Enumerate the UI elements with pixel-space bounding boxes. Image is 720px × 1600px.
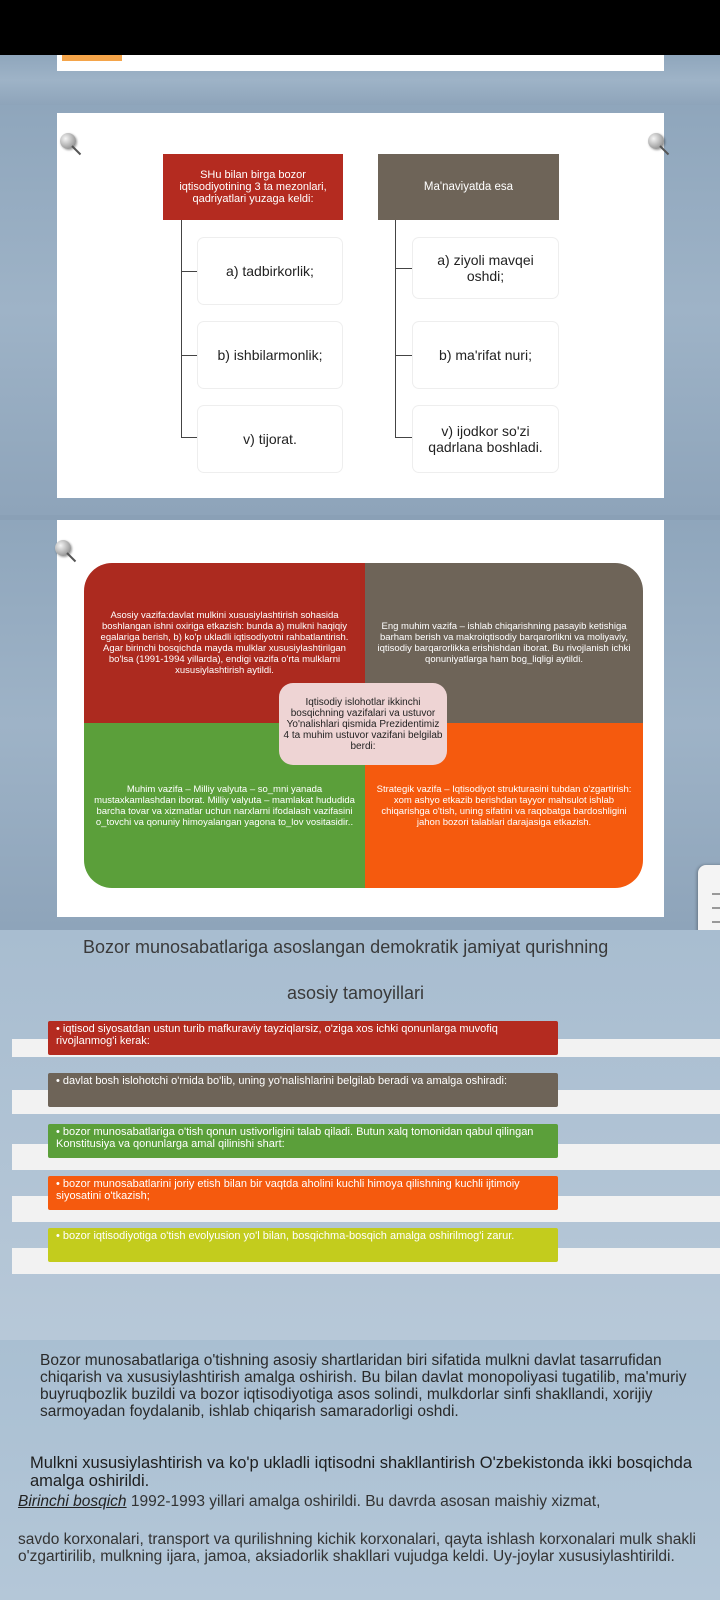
- right-connector: [395, 437, 412, 438]
- paragraph: [18, 1531, 708, 1565]
- slide3-subtitle: asosiy tamoyillari: [287, 983, 425, 1003]
- right-connector: [395, 355, 412, 356]
- left-item-card: [198, 322, 342, 388]
- quadrant-text: Eng muhim vazifa – ishlab chiqarishning pasayib ketishiga barham berish va makroiqtisodiy barqarorlikni va moliyaviy, iqtisodiy barqarorlikka erishishdan iborat. Bu rivojlanish ichki qonuniyatlarga ham bog_liqligi aytildi.: [377, 621, 631, 665]
- paragraph-text: Bozor munosabatlariga o'tishning asosiy shartlaridan biri sifatida mulkni davlat tasarrufidan chiqarish va xususiylashtirish amalga oshirish. Bu bilan davlat monopoliyasi tugatilib, ma'muriy buyruqbozlik buzildi va bozor iqtisodiyotiga asos solindi, mulkdorlar sinfi shakllandi, xorijiy sarmoyadan foydalanib, ishlab chiqarish samaradorligi oshdi.: [40, 1352, 687, 1420]
- right-item-card: [413, 238, 558, 298]
- left-header-text: SHu bilan birga bozor iqtisodiyotining 3 ta mezonlari, qadriyatlari yuzaga keldi:: [179, 169, 327, 205]
- pin-icon: [55, 540, 77, 562]
- principle-text: • davlat bosh islohotchi o'rnida bo'lib, uning yo'nalishlarini belgilab beradi va amalga oshiradi:: [56, 1075, 508, 1087]
- stage-link[interactable]: Birinchi bosqich: [18, 1493, 127, 1510]
- right-header-box: [378, 154, 559, 220]
- principle-text: • bozor munosabatlariga o'tish qonun ustivorligini talab qiladi. Butun xalq tomonidan qabul qilingan Konstitusiya va qonunlarga amal qilinishi shart:: [56, 1126, 534, 1150]
- left-item-card: [198, 406, 342, 472]
- quadrant-text: Muhim vazifa – Milliy valyuta – so_mni yanada mustaxkamlashdan iborat. Milliy valyuta – mamlakat hududida barcha tovar va xizmatlar uchun narxlarni ifodalash vazifasini o_tovchi va qonuniy himoyalangan yagona to_lov vositasidir..: [94, 783, 355, 828]
- principle-bar: [48, 1228, 558, 1262]
- slide3-title: Bozor munosabatlariga asoslangan demokratik jamiyat qurishning: [83, 937, 609, 957]
- right-item-text: b) ma'rifat nuri;: [439, 347, 532, 363]
- slide1-background[interactable]: [0, 105, 720, 515]
- center-box: [279, 683, 447, 765]
- pin-icon: [60, 133, 82, 155]
- principle-bar: [48, 1124, 558, 1158]
- principle-bar: [48, 1176, 558, 1210]
- right-item-text: v) ijodkor so'zi qadrlana boshladi.: [428, 423, 543, 455]
- slide1-card: [57, 113, 664, 498]
- left-connector: [181, 437, 198, 438]
- quadrant-text: Strategik vazifa – Iqtisodiyot strukturasini tubdan o'zgartirish: xom ashyo etkazib berishdan tayyor mahsulot ishlab chiqarishga o'tish, uning sifatini va raqobatga bardoshligini jahon bozori talablari darajasiga etkazish.: [376, 783, 632, 828]
- paragraph: [40, 1352, 700, 1420]
- right-item-card: [413, 322, 558, 388]
- principle-bar: [48, 1073, 558, 1107]
- left-item-card: [198, 238, 342, 304]
- left-item-text: a) tadbirkorlik;: [226, 263, 314, 279]
- right-item-card: [413, 406, 558, 472]
- quadrant-text: Asosiy vazifa:davlat mulkini xususiylashtirish sohasida boshlangan ishni oxiriga etkazish: bunda a) mulkni haqiqiy egalariga berish, b) ko'p ukladli iqtisodiyotni rahbatlantirish. Agar birinchi bosqichda mayda mulklar xususiylashtirilgan bo'lsa (1991-1994 yillarda), endigi vazifa o'rta mulklarni xususiylashtirish aytildi.: [100, 610, 349, 676]
- paragraph: [30, 1454, 700, 1490]
- principle-text: • iqtisod siyosatdan ustun turib mafkuraviy tayziqlarsiz, o'ziga xos ichki qonunlarga muvofiq rivojlanmog'i kerak:: [56, 1023, 498, 1047]
- left-connector: [181, 220, 182, 437]
- slide0-accent: [62, 55, 122, 61]
- slide0-card: [57, 55, 664, 71]
- menu-icon: [712, 893, 720, 927]
- center-text: Iqtisodiy islohotlar ikkinchi bosqichning vazifalari va ustuvor Yo'nalishlari qismida Prezidentimiz 4 ta muhim ustuvor vazifani belgilab berdi:: [283, 696, 443, 752]
- right-connector: [395, 220, 396, 437]
- left-item-text: v) tijorat.: [243, 431, 297, 447]
- left-header-box: [163, 154, 343, 220]
- principle-text: • bozor iqtisodiyotiga o'tish evolyusion yo'l bilan, bosqichma-bosqich amalga oshirilmog'i zarur.: [56, 1230, 515, 1242]
- right-item-text: a) ziyoli mavqei oshdi;: [437, 252, 534, 284]
- paragraph-text: savdo korxonalari, transport va qurilishning kichik korxonalari, qayta ishlash korxonalari mulk shakli o'zgartirilib, mulkning ijara, jamoa, aksiadorlik shakllari vujudga keldi. Uy-joylar xususiylashtirildi.: [18, 1531, 697, 1565]
- top-black-bar: [0, 0, 720, 55]
- principle-bar: [48, 1021, 558, 1055]
- left-connector: [181, 355, 198, 356]
- right-connector: [395, 268, 412, 269]
- left-connector: [181, 271, 198, 272]
- left-item-text: b) ishbilarmonlik;: [217, 347, 323, 363]
- paragraph-text: Mulkni xususiylashtirish va ko'p ukladli iqtisodni shakllantirish O'zbekistonda ikki bosqichda amalga oshirildi.: [30, 1454, 693, 1490]
- right-header-text: Ma'naviyatda esa: [423, 181, 514, 193]
- principle-text: • bozor munosabatlarini joriy etish bilan bir vaqtda aholini kuchli himoya qilishning kuchli ijtimoiy siyosatini o'tkazish;: [56, 1178, 520, 1202]
- paragraph: [18, 1493, 708, 1510]
- pin-icon: [648, 133, 670, 155]
- paragraph-text: 1992-1993 yillari amalga oshirildi. Bu davrda asosan maishiy xizmat,: [126, 1493, 601, 1510]
